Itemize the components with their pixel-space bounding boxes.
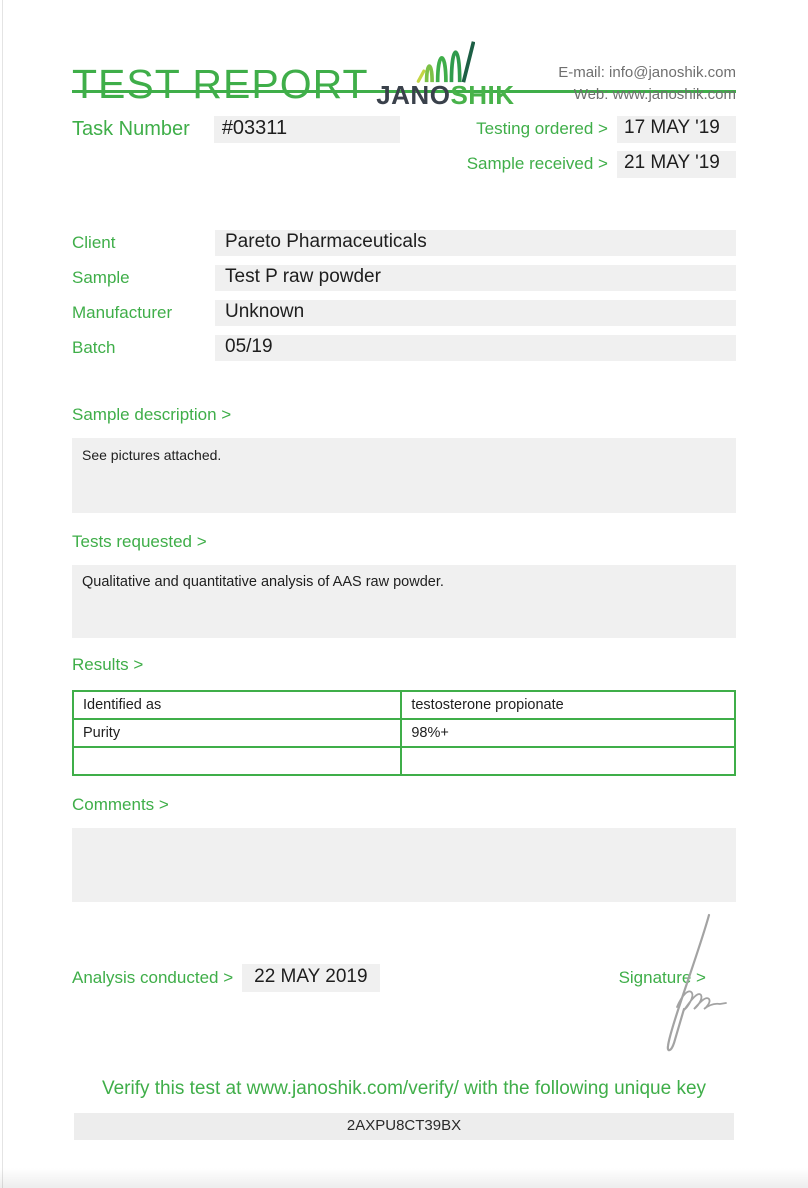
task-row — [72, 116, 736, 186]
result-value-cell — [401, 747, 735, 775]
signature-label: Signature > — [618, 968, 706, 987]
tests-requested-section — [72, 532, 736, 638]
analysis-signature-row — [72, 964, 736, 992]
results-row-identified — [73, 691, 735, 719]
web-value: www.janoshik.com — [612, 86, 736, 103]
comments-box — [72, 828, 736, 902]
detail-row-manufacturer — [72, 300, 736, 326]
result-value-cell: 98%+ — [401, 719, 735, 747]
sample-description-section — [72, 405, 736, 513]
email-value: info@janoshik.com — [609, 64, 736, 81]
result-value-cell: testosterone propionate — [401, 691, 735, 719]
growth-chart-icon — [415, 38, 475, 84]
report-header — [72, 0, 736, 110]
contact-web-line — [558, 84, 736, 106]
analysis-block — [72, 964, 380, 992]
analysis-conducted-label: Analysis conducted > — [72, 968, 234, 987]
page-left-edge — [2, 0, 3, 1188]
dates-block — [467, 116, 736, 186]
results-table — [72, 690, 736, 776]
sample-value: Test P raw powder — [215, 265, 736, 291]
web-label: Web: — [573, 86, 609, 103]
contact-block — [558, 62, 736, 106]
batch-value: 05/19 — [215, 335, 736, 361]
contact-email-line — [558, 62, 736, 84]
tests-requested-heading: Tests requested > — [72, 532, 207, 551]
detail-row-client — [72, 230, 736, 256]
brand-logo — [365, 38, 525, 108]
batch-label: Batch — [72, 338, 116, 357]
task-number-label: Task Number — [72, 118, 190, 140]
signature-block — [619, 964, 736, 992]
page-bottom-edge — [0, 1168, 808, 1188]
sample-label: Sample — [72, 268, 130, 287]
results-row-empty — [73, 747, 735, 775]
verify-text: Verify this test at www.janoshik.com/verify/ with the following unique key — [101, 1078, 707, 1099]
result-name-cell — [73, 747, 401, 775]
comments-heading: Comments > — [72, 795, 169, 814]
email-label: E-mail: — [558, 64, 605, 81]
details-block — [72, 230, 736, 361]
testing-ordered-label: Testing ordered > — [476, 119, 608, 138]
client-value: Pareto Pharmaceuticals — [215, 230, 736, 256]
client-label: Client — [72, 233, 116, 252]
brand-wordmark-primary: JANO — [376, 80, 451, 110]
result-name-cell: Purity — [73, 719, 401, 747]
sample-received-line — [467, 151, 736, 178]
testing-ordered-value: 17 MAY '19 — [617, 116, 736, 143]
manufacturer-label: Manufacturer — [72, 303, 173, 322]
comments-section — [72, 795, 736, 902]
sample-description-heading: Sample description > — [72, 405, 232, 424]
brand-wordmark — [376, 82, 514, 108]
result-name-cell: Identified as — [73, 691, 401, 719]
detail-row-sample — [72, 265, 736, 291]
sample-description-box: See pictures attached. — [72, 438, 736, 513]
brand-wordmark-secondary: SHIK — [450, 80, 515, 110]
tests-requested-box: Qualitative and quantitative analysis of AAS raw powder. — [72, 565, 736, 638]
results-section — [72, 655, 736, 776]
results-heading: Results > — [72, 655, 144, 674]
detail-row-batch — [72, 335, 736, 361]
verify-key: 2AXPU8CT39BX — [74, 1113, 734, 1140]
sample-received-label: Sample received > — [466, 154, 608, 173]
manufacturer-value: Unknown — [215, 300, 736, 326]
results-row-purity — [73, 719, 735, 747]
page-title: TEST REPORT — [72, 61, 369, 107]
task-number-value: #03311 — [214, 116, 400, 143]
sample-received-value: 21 MAY '19 — [617, 151, 736, 178]
signature-image — [641, 909, 751, 1059]
testing-ordered-line — [467, 116, 736, 143]
analysis-date-value: 22 MAY 2019 — [242, 964, 379, 992]
